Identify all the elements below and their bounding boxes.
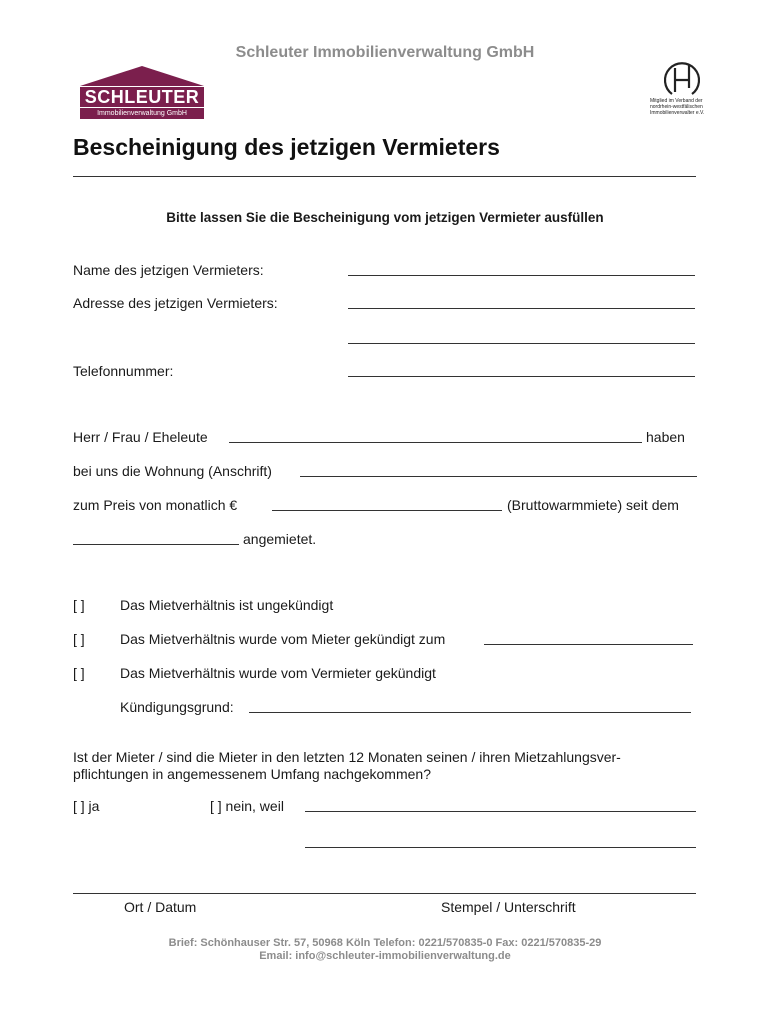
- logo-roof-icon: [80, 66, 204, 86]
- phone-field[interactable]: [348, 376, 695, 377]
- option-tenant-terminated-label: Das Mietverhältnis wurde vom Mieter gekündigt zum: [120, 631, 446, 647]
- checkbox-unterminated[interactable]: [ ]: [73, 597, 85, 613]
- phone-label: Telefonnummer:: [73, 363, 174, 379]
- place-date-label: Ort / Datum: [124, 899, 197, 915]
- signature-line[interactable]: [73, 893, 696, 894]
- logo-subline: Immobilienverwaltung GmbH: [80, 107, 204, 119]
- reason-no-field-2[interactable]: [305, 847, 696, 848]
- footer-address: Brief: Schönhauser Str. 57, 50968 Köln Telefon: 0221/570835-0 Fax: 0221/570835-29: [168, 937, 602, 949]
- stamp-signature-label: Stempel / Unterschrift: [441, 899, 576, 915]
- option-landlord-terminated-label: Das Mietverhältnis wurde vom Vermieter gekündigt: [120, 665, 436, 681]
- landlord-address-field-2[interactable]: [348, 343, 695, 344]
- logo-wordmark: SCHLEUTER: [80, 87, 204, 107]
- termination-reason-label: Kündigungsgrund:: [120, 699, 234, 715]
- checkbox-no[interactable]: [ ] nein, weil: [210, 798, 284, 814]
- price-suffix: (Bruttowarmmiete) seit dem: [507, 497, 679, 513]
- landlord-address-label: Adresse des jetzigen Vermieters:: [73, 295, 278, 311]
- checkbox-yes[interactable]: [ ] ja: [73, 798, 100, 814]
- price-field[interactable]: [272, 510, 502, 511]
- tenants-field[interactable]: [229, 442, 642, 443]
- instruction-text: Bitte lassen Sie die Bescheinigung vom jetzigen Vermieter ausfüllen: [166, 210, 604, 225]
- company-logo: [80, 66, 204, 118]
- landlord-address-field[interactable]: [348, 308, 695, 309]
- association-seal-icon: [655, 58, 709, 98]
- page-title: Bescheinigung des jetzigen Vermieters: [73, 134, 500, 160]
- termination-reason-field[interactable]: [249, 712, 691, 713]
- tenants-suffix: haben: [646, 429, 685, 445]
- option-unterminated-label: Das Mietverhältnis ist ungekündigt: [120, 597, 334, 613]
- tenants-label: Herr / Frau / Eheleute: [73, 429, 208, 445]
- association-seal: [650, 58, 714, 120]
- payment-question-line2: pflichtungen in angemessenem Umfang nachgekommen?: [73, 766, 431, 782]
- start-date-field[interactable]: [73, 544, 239, 545]
- company-name: Schleuter Immobilienverwaltung GmbH: [235, 44, 535, 61]
- apartment-field[interactable]: [300, 476, 697, 477]
- landlord-name-field[interactable]: [348, 275, 695, 276]
- checkbox-landlord-terminated[interactable]: [ ]: [73, 665, 85, 681]
- landlord-name-label: Name des jetzigen Vermieters:: [73, 262, 264, 278]
- rented-suffix: angemietet.: [243, 531, 317, 547]
- termination-date-field[interactable]: [484, 644, 693, 645]
- title-divider: [73, 176, 696, 177]
- payment-question-line1: Ist der Mieter / sind die Mieter in den letzten 12 Monaten seinen / ihren Mietzahlungsver-: [73, 749, 621, 765]
- reason-no-field[interactable]: [305, 811, 696, 812]
- seal-caption: Mitglied im Verband der nordrhein-westfälischen Immobilienverwalter e.V.: [650, 98, 705, 116]
- checkbox-tenant-terminated[interactable]: [ ]: [73, 631, 85, 647]
- price-label: zum Preis von monatlich €: [73, 497, 238, 513]
- apartment-label: bei uns die Wohnung (Anschrift): [73, 463, 272, 479]
- footer-email: Email: info@schleuter-immobilienverwaltung.de: [259, 950, 511, 962]
